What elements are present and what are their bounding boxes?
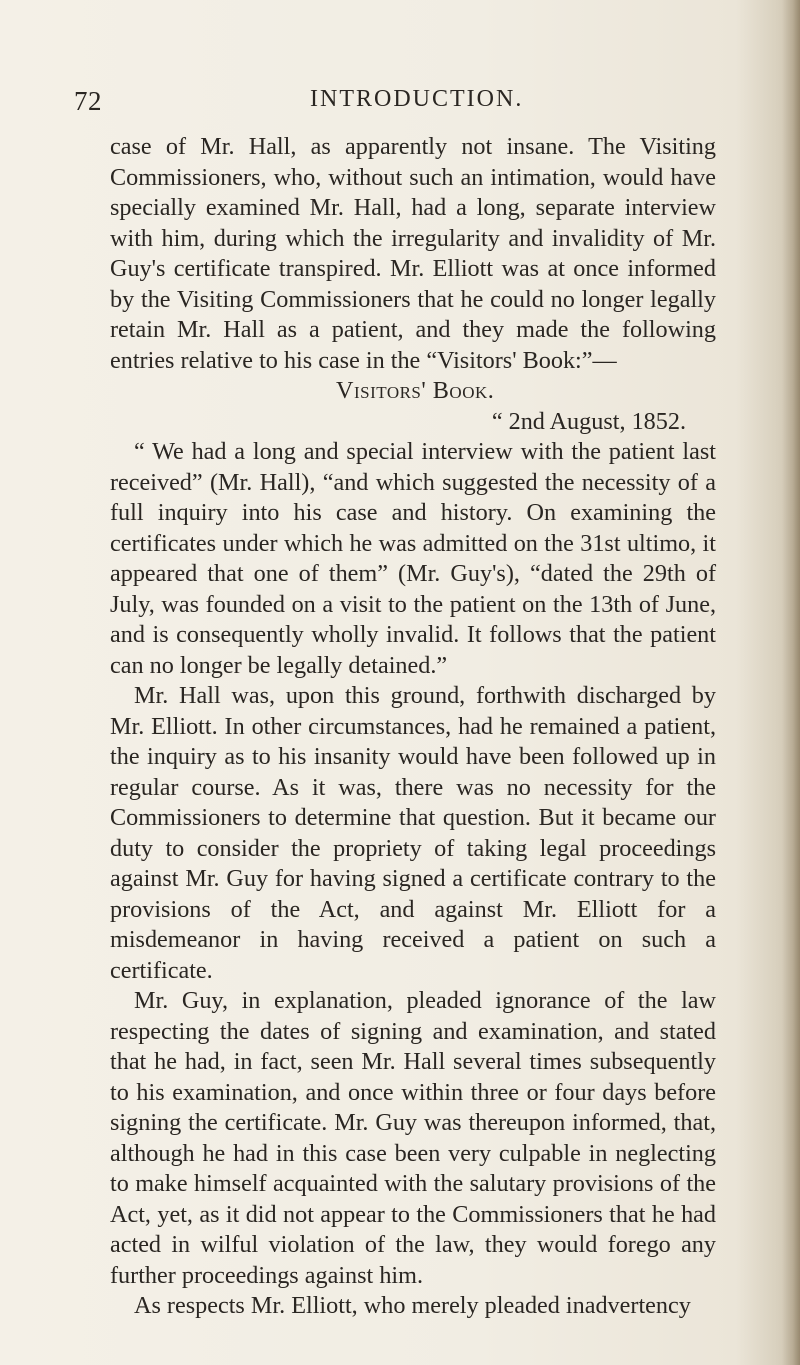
page-number: 72 [74, 86, 102, 116]
section-heading: Visitors' Book. [336, 377, 495, 404]
running-head: INTRODUCTION. [310, 86, 524, 112]
dateline: “ 2nd August, 1852. [491, 407, 686, 435]
paragraph-quote: “ We had a long and special interview with the patient last received” (Mr. Hall), “and which suggested the necessity of a full inquiry into his case and history. On examining the certificates under which he was admitted on the 31st ultimo, it appeared that one of them” (Mr. Guy's), “dated the 29th of July, was founded on a visit to the patient on the 13th of June, and is consequently wholly invalid. It follows that the patient can no longer be legally detained.” [110, 438, 716, 679]
paragraph-2: Mr. Hall was, upon this ground, forthwith discharged by Mr. Elliott. In other circumstances, had he remained a patient, the inquiry as to his insanity would have been followed up in regular course. As it was, there was no necessity for the Commissioners to determine that question. But it became our duty to consider the propriety of taking legal proceedings against Mr. Guy for having signed a certificate contrary to the provisions of the Act, and against Mr. Elliott for a misdemeanor in having received a patient on such a certificate. [110, 682, 716, 984]
paragraph-4: As respects Mr. Elliott, who merely pleaded inadvertency [134, 1292, 691, 1319]
body-text [110, 132, 716, 1322]
paragraph-3: Mr. Guy, in explanation, pleaded ignorance of the law respecting the dates of signing and examination, and stated that he had, in fact, seen Mr. Hall several times subsequently to his examination, and once within three or four days before signing the certificate. Mr. Guy was thereupon informed, that, although he had in this case been very culpable in neglecting to make himself acquainted with the salutary provisions of the Act, yet, as it did not appear to the Commissioners that he had acted in wilful violation of the law, they would forego any further proceedings against him. [110, 987, 716, 1289]
page-header [74, 86, 714, 118]
paragraph-1: case of Mr. Hall, as apparently not insane. The Visiting Commissioners, who, without such an intimation, would have specially examined Mr. Hall, had a long, separate interview with him, during which the irregularity and invalidity of Mr. Guy's certificate transpired. Mr. Elliott was at once informed by the Visiting Commissioners that he could no longer legally retain Mr. Hall as a patient, and they made the following entries relative to his case in the “Visitors' Book:”— [110, 133, 716, 374]
page-edge-shadow [782, 0, 800, 1365]
